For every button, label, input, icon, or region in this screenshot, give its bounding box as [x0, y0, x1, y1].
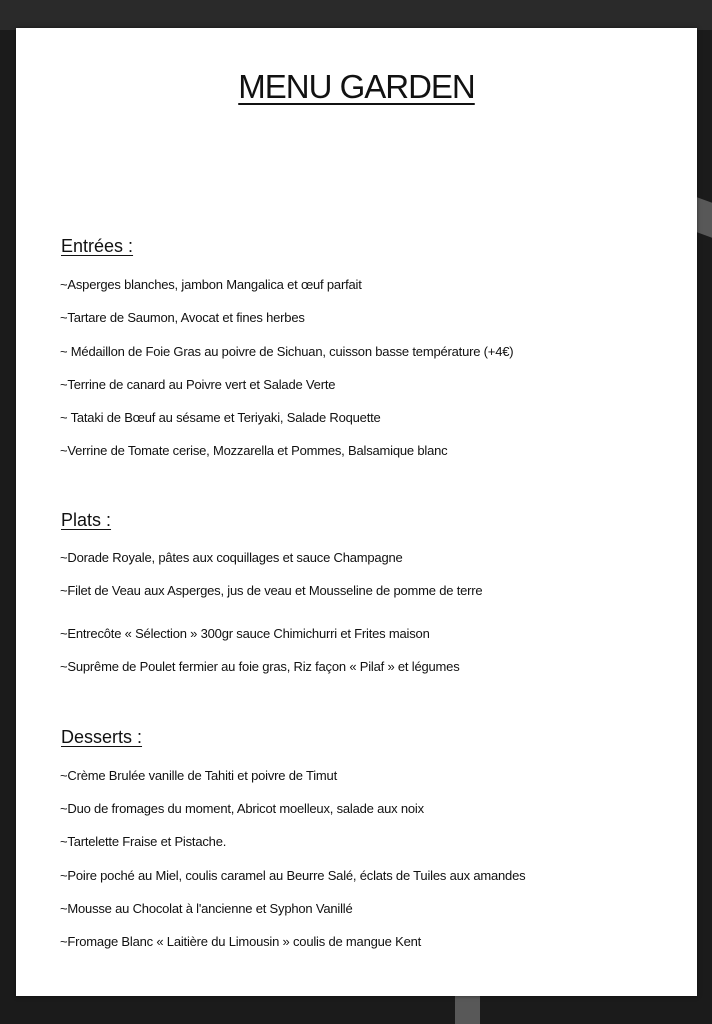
menu-item: ~Verrine de Tomate cerise, Mozzarella et Pommes, Balsamique blanc: [60, 443, 448, 458]
section-heading-desserts: Desserts :: [61, 727, 143, 747]
menu-item: ~Dorade Royale, pâtes aux coquillages et sauce Champagne: [60, 550, 403, 565]
menu-item: ~Entrecôte « Sélection » 300gr sauce Chimichurri et Frites maison: [60, 626, 430, 641]
menu-item: ~Filet de Veau aux Asperges, jus de veau et Mousseline de pomme de terre: [60, 583, 483, 598]
background-streak: [455, 996, 480, 1024]
menu-title-text: MENU GARDEN: [238, 68, 475, 105]
background-streak: [697, 197, 712, 237]
section-heading-entrees: Entrées :: [61, 236, 134, 256]
background-top: [0, 0, 712, 30]
menu-item: ~Duo de fromages du moment, Abricot moelleux, salade aux noix: [60, 801, 424, 816]
menu-item: ~ Tataki de Bœuf au sésame et Teriyaki, Salade Roquette: [60, 410, 381, 425]
menu-item: ~Terrine de canard au Poivre vert et Salade Verte: [60, 377, 336, 392]
menu-title: [16, 68, 697, 106]
menu-page: [16, 28, 697, 996]
menu-item: ~Suprême de Poulet fermier au foie gras, Riz façon « Pilaf » et légumes: [60, 659, 460, 674]
menu-item: ~Fromage Blanc « Laitière du Limousin » coulis de mangue Kent: [60, 934, 422, 949]
menu-item: ~Crème Brulée vanille de Tahiti et poivre de Timut: [60, 768, 337, 783]
section-heading-plats: Plats :: [61, 510, 112, 530]
menu-item: ~Mousse au Chocolat à l'ancienne et Syphon Vanillé: [60, 901, 353, 916]
menu-item: ~Asperges blanches, jambon Mangalica et œuf parfait: [60, 277, 362, 292]
menu-item: ~ Médaillon de Foie Gras au poivre de Sichuan, cuisson basse température (+4€): [60, 344, 514, 359]
menu-item: ~Tartare de Saumon, Avocat et fines herbes: [60, 310, 305, 325]
menu-item: ~Poire poché au Miel, coulis caramel au Beurre Salé, éclats de Tuiles aux amandes: [60, 868, 526, 883]
menu-item: ~Tartelette Fraise et Pistache.: [60, 834, 227, 849]
